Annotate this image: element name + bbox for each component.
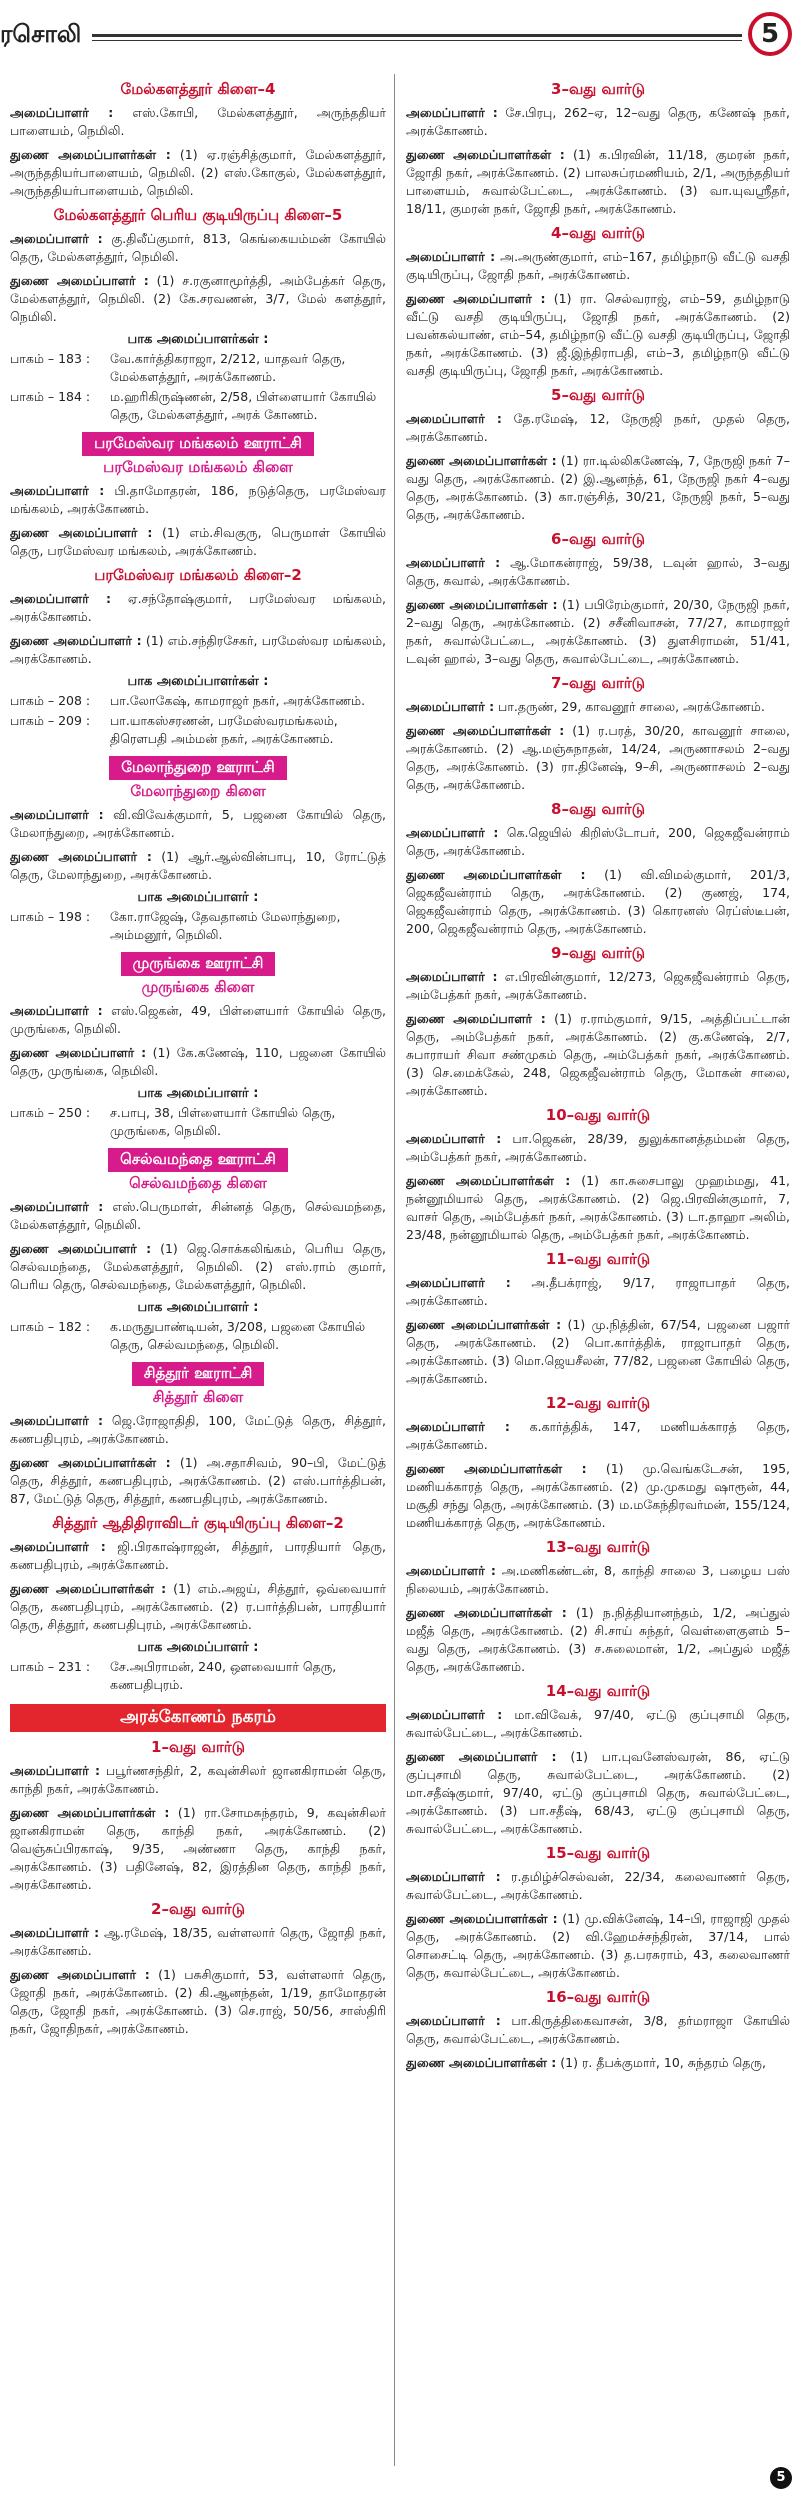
- entry-paragraph: [406, 1418, 790, 1454]
- section-heading: பரமேஸ்வர மங்கலம் கிளை–2: [94, 566, 302, 584]
- booth-number: பாகம் – 209 :: [10, 713, 91, 728]
- panchayat-heading-box: பரமேஸ்வர மங்கலம் ஊராட்சி: [82, 432, 314, 456]
- entry-text: (1) அ.சதாசிவம், 90–பி, மேட்டுத் தெரு, சித்தூர், கணபதிபுரம், அரக்கோணம். (2) எஸ்.பார்த்திபன், 87, மேட்டுத் தெரு, சித்தூர், கணபதிபுரம், அரக்கோணம்.: [10, 1455, 386, 1506]
- entry-paragraph: [10, 1538, 386, 1574]
- entry-paragraph: [406, 248, 790, 284]
- entry-role-label: அமைப்பாளர் :: [406, 105, 498, 120]
- entry-paragraph: [406, 1562, 790, 1598]
- entry-role-label: அமைப்பாளர் :: [406, 1275, 511, 1290]
- section-heading: 15–வது வார்டு: [545, 1844, 651, 1862]
- entry-role-label: துணை அமைப்பாளர் :: [406, 1749, 557, 1764]
- entry-role-label: அமைப்பாளர் :: [406, 1869, 501, 1884]
- footer-page-number: 5: [770, 2467, 792, 2489]
- panchayat-heading-box: செல்வமந்தை ஊராட்சி: [108, 1148, 288, 1172]
- entry-role-label: அமைப்பாளர் :: [406, 249, 496, 264]
- entry-role-label: அமைப்பாளர் :: [10, 1199, 104, 1214]
- entry-paragraph: [406, 1316, 790, 1388]
- entry-text: (1) எம்.அஜய், சித்தூர், ஒவ்வையார் தெரு, கணபதிபுரம், அரக்கோணம். (2) ர.பார்த்திபன், பாரதியார் தெரு, சித்தூர், கணபதிபுரம், அரக்கோணம்.: [10, 1581, 386, 1632]
- section-heading: 8–வது வார்டு: [551, 800, 645, 818]
- entry-role-label: அமைப்பாளர் :: [406, 555, 501, 570]
- entry-role-label: அமைப்பாளர் :: [10, 105, 114, 120]
- section-heading: 13–வது வார்டு: [545, 1538, 651, 1556]
- entry-role-label: துணை அமைப்பாளர்கள் :: [10, 1805, 170, 1820]
- entry-text: (1) க.பிரவின், 11/18, குமரன் நகர், ஜோதி நகர், அரக்கோணம். (2) பாலசுப்ரமணியம், 2/1, அருந்ததியர் பாளையம், சுவால்பேட்டை, அரக்கோணம். (3) வா.யுவஸ்ரீதர், 18/11, குமரன் நகர், ஜோதி நகர், அரக்கோணம்.: [406, 147, 790, 216]
- entry-paragraph: [10, 524, 386, 560]
- entry-role-label: துணை அமைப்பாளர்கள் :: [406, 1173, 571, 1188]
- entry-text: தே.ரமேஷ், 12, நேருஜி நகர், முதல் தெரு, அரக்கோணம்.: [406, 411, 790, 444]
- entry-role-label: அமைப்பாளர் :: [10, 1413, 104, 1428]
- entry-paragraph: [10, 272, 386, 326]
- left-column: [10, 74, 386, 2466]
- entry-paragraph: [406, 866, 790, 938]
- entry-paragraph: [10, 806, 386, 842]
- entry-paragraph: [10, 1044, 386, 1080]
- section-heading: 2–வது வார்டு: [151, 1900, 245, 1918]
- subsection-heading: பாக அமைப்பாளர் :: [137, 890, 259, 905]
- entry-text: கெ.ஜெயில் கிறிஸ்டோபர், 200, ஜெகஜீவன்ராம் தெரு, அரக்கோணம்.: [406, 825, 790, 858]
- entry-role-label: அமைப்பாளர் :: [406, 1419, 510, 1434]
- entry-role-label: துணை அமைப்பாளர் :: [10, 525, 153, 540]
- entry-paragraph: [10, 146, 386, 200]
- entry-paragraph: [10, 848, 386, 884]
- entry-paragraph: [406, 1868, 790, 1904]
- header-rule-thin: [92, 40, 742, 41]
- column-divider: [394, 74, 395, 2466]
- entry-text: (1) ர.ராம்குமார், 9/15, அத்திப்பட்டான் தெரு, அம்பேத்கர் நகர், அரக்கோணம். (2) கு.கணேஷ், 2/7, சுபாராயர் சிவா சண்முகம் தெரு, அம்பேத்கர் நகர், அரக்கோணம். (3) செ.மைக்கேல், 248, ஜெகஜீவன்ராம் தெரு, மோகன் சாலை, அரக்கோணம்.: [406, 1011, 790, 1098]
- entry-role-label: துணை அமைப்பாளர்கள் :: [406, 147, 565, 162]
- entry-paragraph: [406, 1604, 790, 1676]
- entry-paragraph: [10, 1002, 386, 1038]
- entry-text: பா.கிருத்திகைவாசன், 3/8, தர்மராஜா கோயில் தெரு, சுவால்பேட்டை, அரக்கோணம்.: [406, 2013, 790, 2046]
- entry-paragraph: [10, 1762, 386, 1798]
- entry-paragraph: [10, 1924, 386, 1960]
- subsection-heading: பாக அமைப்பாளர் :: [137, 1640, 259, 1655]
- entry-text: (1) ஏ.ரஞ்சித்குமார், மேல்களத்தூர், அருந்ததியர்பாளையம், நெமிலி. (2) எஸ்.கோகுல், மேல்களத்தூர், அருந்ததியர்பாளையம், நெமிலி.: [10, 147, 386, 198]
- entry-text: ர.தமிழ்ச்செல்வன், 22/34, கலைவாணர் தெரு, சுவால்பேட்டை, அரக்கோணம்.: [406, 1869, 790, 1902]
- booth-number: பாகம் – 184 :: [10, 389, 91, 404]
- section-heading: 9–வது வார்டு: [551, 944, 645, 962]
- entry-text: (1) எம்.சிவகுரு, பெருமாள் கோயில் தெரு, பரமேஸ்வர மங்கலம், அரக்கோணம்.: [10, 525, 386, 558]
- entry-role-label: துணை அமைப்பாளர்கள் :: [406, 723, 565, 738]
- entry-text: பபூர்ணசந்திர், 2, கவுன்சிலர் ஜானகிராமன் தெரு, காந்தி நகர், அரக்கோணம்.: [10, 1763, 386, 1796]
- subsection-heading: பாக அமைப்பாளர் :: [137, 1300, 259, 1315]
- entry-paragraph: [406, 824, 790, 860]
- entry-paragraph: [406, 968, 790, 1004]
- booth-number: பாகம் – 182 :: [10, 1319, 91, 1334]
- booth-organizer: ம.ஹரிகிருஷ்ணன், 2/58, பிள்ளையார் கோயில் தெரு, மேல்களத்தூர், அரக் கோணம்.: [110, 389, 377, 422]
- entry-role-label: அமைப்பாளர் :: [406, 1563, 496, 1578]
- booth-organizer: கோ.ராஜேஷ், தேவதானம் மேலாந்துறை, அம்மனூர், நெமிலி.: [110, 909, 341, 942]
- booth-organizer: சே.அபிராமன், 240, ஔவையார் தெரு, கணபதிபுரம்.: [110, 1659, 337, 1692]
- branch-heading: செல்வமந்தை கிளை: [129, 1174, 267, 1192]
- entry-role-label: அமைப்பாளர் :: [10, 807, 104, 822]
- entry-text: பா.ஜெகன், 28/39, துலுக்கானத்தம்மன் தெரு, அம்பேத்கர் நகர், அரக்கோணம்.: [406, 1131, 790, 1164]
- panchayat-heading-box: மேலாந்துறை ஊராட்சி: [109, 756, 286, 780]
- entry-role-label: துணை அமைப்பாளர்கள் :: [406, 1461, 587, 1476]
- entry-role-label: அமைப்பாளர் :: [406, 2013, 501, 2028]
- section-heading: 11–வது வார்டு: [545, 1250, 651, 1268]
- entry-paragraph: [406, 452, 790, 524]
- entry-text: எஸ்.பெருமாள், சின்னத் தெரு, செல்வமந்தை, மேல்களத்தூர், நெமிலி.: [10, 1199, 386, 1232]
- entry-role-label: துணை அமைப்பாளர் :: [10, 1241, 152, 1256]
- right-column: [406, 74, 790, 2466]
- branch-heading: மேலாந்துறை கிளை: [130, 782, 266, 800]
- section-heading: மேல்களத்தூர் கிளை–4: [120, 80, 276, 98]
- entry-role-label: துணை அமைப்பாளர் :: [10, 1967, 150, 1982]
- entry-role-label: துணை அமைப்பாளர் :: [406, 291, 546, 306]
- entry-paragraph: [406, 1910, 790, 1982]
- entry-paragraph: [406, 1274, 790, 1310]
- entry-paragraph: [406, 722, 790, 794]
- entry-text: (1) ர.பரத், 30/20, காவனூர் சாலை, அரக்கோணம். (2) ஆ.மஞ்சுநாதன், 14/24, அருணாசலம் 2–வது தெரு, அரக்கோணம். (3) ரா.தினேஷ், 9–சி, அருணாசலம் 2–வது தெரு, அரக்கோணம்.: [406, 723, 790, 792]
- entry-text: சே.பிரபு, 262–ஏ, 12–வது தெரு, கணேஷ் நகர், அரக்கோணம்.: [406, 105, 790, 138]
- entry-paragraph: [406, 554, 790, 590]
- entry-text: பி.தாமோதரன், 186, நடுத்தெரு, பரமேஸ்வர மங்கலம், அரக்கோணம்.: [10, 483, 386, 516]
- entry-text: ஆ.ரமேஷ், 18/35, வள்ளலார் தெரு, ஜோதி நகர், அரக்கோணம்.: [10, 1925, 386, 1958]
- section-heading: சித்தூர் ஆதிதிராவிடர் குடியிருப்பு கிளை–2: [52, 1514, 344, 1532]
- entry-text: ஆ.மோகன்ராஜ், 59/38, டவுன் ஹால், 3–வது தெரு, சுவால், அரக்கோணம்.: [406, 555, 790, 588]
- booth-row: [10, 908, 386, 944]
- booth-number: பாகம் – 198 :: [10, 909, 91, 924]
- booth-row: [10, 692, 386, 710]
- booth-organizer: க.மருதுபாண்டியன், 3/208, பஜனை கோயில் தெரு, செல்வமந்தை, நெமிலி.: [110, 1319, 366, 1352]
- entry-text: அ.அருண்குமார், எம்–167, தமிழ்நாடு வீட்டு வசதி குடியிருப்பு, ஜோதி நகர், அரக்கோணம்.: [406, 249, 790, 282]
- entry-text: எ.பிரவின்குமார், 12/273, ஜெகஜீவன்ராம் தெரு, அம்பேத்கர் நகர், அரக்கோணம்.: [406, 969, 790, 1002]
- entry-role-label: அமைப்பாளர் :: [406, 1131, 502, 1146]
- booth-organizer: பா.யாகஸ்சரணன், பரமேஸ்வரமங்கலம், திரௌபதி அம்மன் நகர், அரக்கோணம்.: [110, 713, 338, 746]
- entry-paragraph: [406, 410, 790, 446]
- entry-text: வி.விவேக்குமார், 5, பஜனை கோயில் தெரு, மேலாந்துறை, அரக்கோணம்.: [10, 807, 386, 840]
- section-heading: 5–வது வார்டு: [551, 386, 645, 404]
- masthead-brand: ரசொலி: [0, 20, 82, 48]
- branch-heading: சித்தூர் கிளை: [152, 1388, 244, 1406]
- entry-role-label: துணை அமைப்பாளர்கள் :: [406, 1605, 567, 1620]
- entry-text: பா.தருண், 29, காவனூர் சாலை, அரக்கோணம்.: [494, 699, 765, 714]
- entry-text: (1) மு.வெங்கடேசன், 195, மணியக்காரத் தெரு, அரக்கோணம். (2) மு.முகமது ஷாரூன், 44, மசூதி சந்து தெரு, அரக்கோணம். (3) ம.மகேந்திரவர்மன், 155/124, மணியக்காரத் தெரு, அரக்கோணம்.: [406, 1461, 790, 1530]
- entry-text: (1) எம்.சந்திரசேகர், பரமேஸ்வர மங்கலம், அரக்கோணம்.: [10, 633, 386, 666]
- entry-text: எஸ்.கோபி, மேல்களத்தூர், அருந்ததியர் பாளையம், நெமிலி.: [10, 105, 386, 138]
- entry-text: (1) பா.புவனேஸ்வரன், 86, ஏட்டு குப்புசாமி தெரு, சுவால்பேட்டை, அரக்கோணம். (2) மா.சதீஷ்குமார், 97/40, ஏட்டு குப்புசாமி தெரு, சுவால்பேட்டை, அரக்கோணம். (3) பா.சதீஷ், 68/43, ஏட்டு குப்புசாமி தெரு, சுவால்பேட்டை, அரக்கோணம்.: [406, 1749, 790, 1836]
- entry-text: (1) ச.ரகுனாமூர்த்தி, அம்பேத்கர் தெரு, மேல்களத்தூர், நெமிலி. (2) கே.சரவணன், 3/7, மேல் களத்தூர், நெமிலி.: [10, 273, 386, 324]
- entry-paragraph: [406, 104, 790, 140]
- section-heading: 7–வது வார்டு: [551, 674, 645, 692]
- booth-organizer: பா.லோகேஷ், காமராஜர் நகர், அரக்கோணம்.: [110, 693, 366, 708]
- entry-role-label: துணை அமைப்பாளர் :: [10, 273, 149, 288]
- section-heading: 1–வது வார்டு: [151, 1738, 245, 1756]
- entry-paragraph: [406, 1172, 790, 1244]
- entry-paragraph: [10, 230, 386, 266]
- page-header: [0, 0, 800, 70]
- booth-row: [10, 712, 386, 748]
- entry-paragraph: [406, 2054, 790, 2072]
- entry-text: (1) ந.நித்தியானந்தம், 1/2, அப்துல் மஜீத் தெரு, அரக்கோணம். (2) சி.சாய் சுந்தர், வெள்ளைகுளம் 5–வது தெரு, அரக்கோணம். (3) ச.சுலைமான், 1/2, அப்துல் மஜீத் தெரு, அரக்கோணம்.: [406, 1605, 790, 1674]
- entry-role-label: துணை அமைப்பாளர்கள் :: [406, 2055, 557, 2070]
- entry-paragraph: [406, 1010, 790, 1100]
- entry-role-label: அமைப்பாளர் :: [10, 1763, 100, 1778]
- booth-organizer: ச.பாபு, 38, பிள்ளையார் கோயில் தெரு, முருங்கை, நெமிலி.: [110, 1105, 336, 1138]
- entry-text: (1) வி.விமல்குமார், 201/3, ஜெகஜீவன்ராம் தெரு, அரக்கோணம். (2) குணஜ், 174, ஜெகஜீவன்ராம் தெரு, அரக்கோணம். (3) கொரனஸ் ரெப்ஸ்டீபன், 200, ஜெகஜீவன்ராம் தெரு, அரக்கோணம்.: [406, 867, 790, 936]
- entry-role-label: அமைப்பாளர் :: [10, 1925, 100, 1940]
- entry-paragraph: [10, 590, 386, 626]
- entry-role-label: அமைப்பாளர் :: [406, 699, 495, 714]
- entry-role-label: அமைப்பாளர் :: [10, 231, 103, 246]
- booth-row: [10, 1318, 386, 1354]
- entry-paragraph: [406, 146, 790, 218]
- entry-text: ஜெ.ரோஜாதிதி, 100, மேட்டுத் தெரு, சித்தூர், கணபதிபுரம், அரக்கோணம்.: [10, 1413, 386, 1446]
- entry-role-label: துணை அமைப்பாளர்கள் :: [406, 1317, 562, 1332]
- entry-paragraph: [10, 482, 386, 518]
- branch-heading: முருங்கை கிளை: [141, 978, 255, 996]
- section-heading: 3–வது வார்டு: [551, 80, 645, 98]
- entry-paragraph: [10, 1804, 386, 1894]
- entry-paragraph: [10, 1412, 386, 1448]
- entry-role-label: துணை அமைப்பாளர்கள் :: [406, 1911, 558, 1926]
- entry-role-label: துணை அமைப்பாளர் :: [10, 1045, 147, 1060]
- section-heading: மேல்களத்தூர் பெரிய குடியிருப்பு கிளை–5: [53, 206, 343, 224]
- booth-row: [10, 1104, 386, 1140]
- entry-role-label: அமைப்பாளர் :: [406, 1707, 503, 1722]
- entry-text: (1) மு.நித்தின், 67/54, பஜனை பஜார் தெரு, அரக்கோணம். (2) பொ.கார்த்திக், ராஜாபாதர் தெரு, அரக்கோணம். (3) மொ.ஜெயசீலன், 77/82, பஜனை கோயில் தெரு, அரக்கோணம்.: [406, 1317, 790, 1386]
- section-heading: 10–வது வார்டு: [545, 1106, 651, 1124]
- entry-text: ஏ.சந்தோஷ்குமார், பரமேஸ்வர மங்கலம், அரக்கோணம்.: [10, 591, 386, 624]
- entry-paragraph: [10, 1240, 386, 1294]
- entry-paragraph: [406, 596, 790, 668]
- booth-number: பாகம் – 231 :: [10, 1659, 91, 1674]
- branch-heading: பரமேஸ்வர மங்கலம் கிளை: [103, 458, 293, 476]
- entry-role-label: அமைப்பாளர் :: [406, 969, 498, 984]
- entry-text: (1) பசுசிகுமார், 53, வள்ளலார் தெரு, ஜோதி நகர், அரக்கோணம். (2) கி.ஆனந்தன், 1/19, தாமோதரன் தெரு, ஜோதி நகர், அரக்கோணம். (3) செ.ராஜ், 50/56, சாஸ்திரி நகர், ஜோதிநகர், அரக்கோணம்.: [10, 1967, 386, 2036]
- booth-number: பாகம் – 183 :: [10, 351, 91, 366]
- entry-text: (1) கே.கணேஷ், 110, பஜனை கோயில் தெரு, முருங்கை, நெமிலி.: [10, 1045, 386, 1078]
- entry-text: ஜி.பிரகாஷ்ராஜன், சித்தூர், பாரதியார் தெரு, கணபதிபுரம், அரக்கோணம்.: [10, 1539, 386, 1572]
- entry-paragraph: [406, 1748, 790, 1838]
- entry-text: மா.விவேக், 97/40, ஏட்டு குப்புசாமி தெரு, சுவால்பேட்டை, அரக்கோணம்.: [406, 1707, 790, 1740]
- section-heading: 16–வது வார்டு: [545, 1988, 651, 2006]
- section-heading: 12–வது வார்டு: [545, 1394, 651, 1412]
- booth-row: [10, 350, 386, 386]
- entry-paragraph: [406, 698, 790, 716]
- page-number-badge: 5: [748, 12, 792, 56]
- section-heading: 14–வது வார்டு: [545, 1682, 651, 1700]
- section-heading: 6–வது வார்டு: [551, 530, 645, 548]
- entry-text: (1) ஆர்.ஆல்வின்பாபு, 10, ரோட்டுத் தெரு, மேலாந்துறை, அரக்கோணம்.: [10, 849, 386, 882]
- entry-paragraph: [406, 290, 790, 380]
- entry-text: க.கார்த்திக், 147, மணியக்காரத் தெரு, அரக்கோணம்.: [406, 1419, 790, 1452]
- entry-role-label: அமைப்பாளர் :: [406, 411, 502, 426]
- entry-text: (1) ரா.டில்லிகணேஷ், 7, நேருஜி நகர் 7–வது தெரு, அரக்கோணம். (2) இ.ஆனந்த், 61, நேருஜி நகர் 4–வது தெரு, அரக்கோணம். (3) கா.ரஞ்சித், 30/21, நேருஜி நகர், 5–வது தெரு, அரக்கோணம்.: [406, 453, 790, 522]
- panchayat-heading-box: சித்தூர் ஊராட்சி: [132, 1362, 265, 1386]
- entry-role-label: அமைப்பாளர் :: [10, 1003, 103, 1018]
- entry-paragraph: [406, 2012, 790, 2048]
- entry-text: எஸ்.ஜெகன், 49, பிள்ளையார் கோயில் தெரு, முருங்கை, நெமிலி.: [10, 1003, 386, 1036]
- entry-text: (1) மு.விக்னேஷ், 14–பி, ராஜாஜி முதல் தெரு, அரக்கோணம். (2) வி.ஹேமச்சந்திரன், 37/14, பால் சொசைட்டி தெரு, அரக்கோணம். (3) த.பரசுராம், 43, கலைவாணர் தெரு, சுவால்பேட்டை, அரக்கோணம்.: [406, 1911, 790, 1980]
- entry-paragraph: [10, 1966, 386, 2038]
- entry-text: (1) கா.சுசைபாலு முஹம்மது, 41, நன்னூமியால் தெரு, அரக்கோணம். (2) ஜெ.பிரவின்குமார், 7, வாசர் தெரு, அம்பேத்கர் நகர், அரக்கோணம். (3) டா.தாஹா அலிம், 23/48, நன்னூமியால் தெரு, அம்பேத்கர் நகர், அரக்கோணம்.: [406, 1173, 790, 1242]
- entry-role-label: அமைப்பாளர் :: [10, 1539, 106, 1554]
- entry-role-label: துணை அமைப்பாளர்கள் :: [406, 597, 558, 612]
- booth-organizer: வே.கார்த்திகராஜா, 2/212, யாதவர் தெரு, மேல்களத்தூர், அரக்கோணம்.: [110, 351, 346, 384]
- entry-paragraph: [10, 104, 386, 140]
- booth-row: [10, 1658, 386, 1694]
- entry-text: (1) ஜெ.சொக்கலிங்கம், பெரிய தெரு, செல்வமந்தை, மேல்களத்தூர், நெமிலி. (2) எஸ்.ராம் குமார், பெரிய தெரு, செல்வமந்தை, மேல்களத்தூர், நெமிலி.: [10, 1241, 386, 1292]
- entry-role-label: துணை அமைப்பாளர்கள் :: [10, 1581, 167, 1596]
- entry-text: (1) பபிரேம்குமார், 20/30, நேருஜி நகர், 2–வது தெரு, அரக்கோணம். (2) சசீனிவாசன், 77/27, காமராஜர் நகர், சுவால்பேட்டை, அரக்கோணம். (3) துளசிராமன், 51/41, டவுன் ஹால், 3–வது தெரு, சுவால்பேட்டை, அரக்கோணம்.: [406, 597, 790, 666]
- booth-row: [10, 388, 386, 424]
- entry-text: (1) ரா. செல்வராஜ், எம்–59, தமிழ்நாடு வீட்டு வசதி குடியிருப்பு, ஜோதி நகர், அரக்கோணம். (2) பவன்கல்யாண், எம்–54, தமிழ்நாடு வீட்டு வசதி குடியிருப்பு, ஜோதி நகர், அரக்கோணம். (3) ஜீ.இந்திராபதி, எம்–3, தமிழ்நாடு வீட்டு வசதி குடியிருப்பு, ஜோதி நகர், அரக்கோணம்.: [406, 291, 790, 378]
- entry-paragraph: [406, 1130, 790, 1166]
- entry-text: கு.திலீப்குமார், 813, கெங்கையம்மன் கோயில் தெரு, மேல்களத்தூர், நெமிலி.: [10, 231, 386, 264]
- entry-text: அ.தீபக்ராஜ், 9/17, ராஜாபாதர் தெரு, அரக்கோணம்.: [406, 1275, 790, 1308]
- booth-number: பாகம் – 250 :: [10, 1105, 91, 1120]
- entry-role-label: துணை அமைப்பாளர்கள் :: [10, 147, 171, 162]
- entry-role-label: அமைப்பாளர் :: [406, 825, 499, 840]
- entry-text: (1) ரா.சோமசுந்தரம், 9, கவுன்சிலர் ஜானகிராமன் தெரு, காந்தி நகர், அரக்கோணம். (2) வெஞ்சுப்பிரகாஷ், 9/35, அண்ணா தெரு, காந்தி நகர், அரக்கோணம். (3) பதினேஷ், 82, இரத்தின தெரு, காந்தி நகர், அரக்கோணம்.: [10, 1805, 386, 1892]
- subsection-heading: பாக அமைப்பாளர்கள் :: [127, 674, 269, 689]
- entry-paragraph: [406, 1706, 790, 1742]
- entry-role-label: துணை அமைப்பாளர்கள் :: [10, 1455, 171, 1470]
- section-heading: 4–வது வார்டு: [551, 224, 645, 242]
- entry-paragraph: [10, 1580, 386, 1634]
- entry-paragraph: [10, 1454, 386, 1508]
- booth-number: பாகம் – 208 :: [10, 693, 91, 708]
- entry-paragraph: [406, 1460, 790, 1532]
- entry-role-label: துணை அமைப்பாளர்கள் :: [406, 867, 586, 882]
- entry-text: (1) ர. தீபக்குமார், 10, சுந்தரம் தெரு,: [556, 2055, 766, 2070]
- header-rule: [92, 34, 742, 37]
- entry-role-label: அமைப்பாளர் :: [10, 483, 105, 498]
- entry-role-label: துணை அமைப்பாளர் :: [406, 1011, 546, 1026]
- entry-role-label: அமைப்பாளர் :: [10, 591, 112, 606]
- panchayat-heading-box: முருங்கை ஊராட்சி: [121, 952, 276, 976]
- entry-paragraph: [10, 632, 386, 668]
- subsection-heading: பாக அமைப்பாளர் :: [137, 1086, 259, 1101]
- entry-text: அ.மணிகண்டன், 8, காந்தி சாலை 3, பழைய பஸ் நிலையம், அரக்கோணம்.: [406, 1563, 790, 1596]
- town-heading-bar: அரக்கோணம் நகரம்: [10, 1704, 386, 1732]
- entry-role-label: துணை அமைப்பாளர் :: [10, 633, 142, 648]
- entry-role-label: துணை அமைப்பாளர் :: [10, 849, 152, 864]
- subsection-heading: பாக அமைப்பாளர்கள் :: [127, 332, 269, 347]
- entry-role-label: துணை அமைப்பாளர்கள் :: [406, 453, 557, 468]
- entry-paragraph: [10, 1198, 386, 1234]
